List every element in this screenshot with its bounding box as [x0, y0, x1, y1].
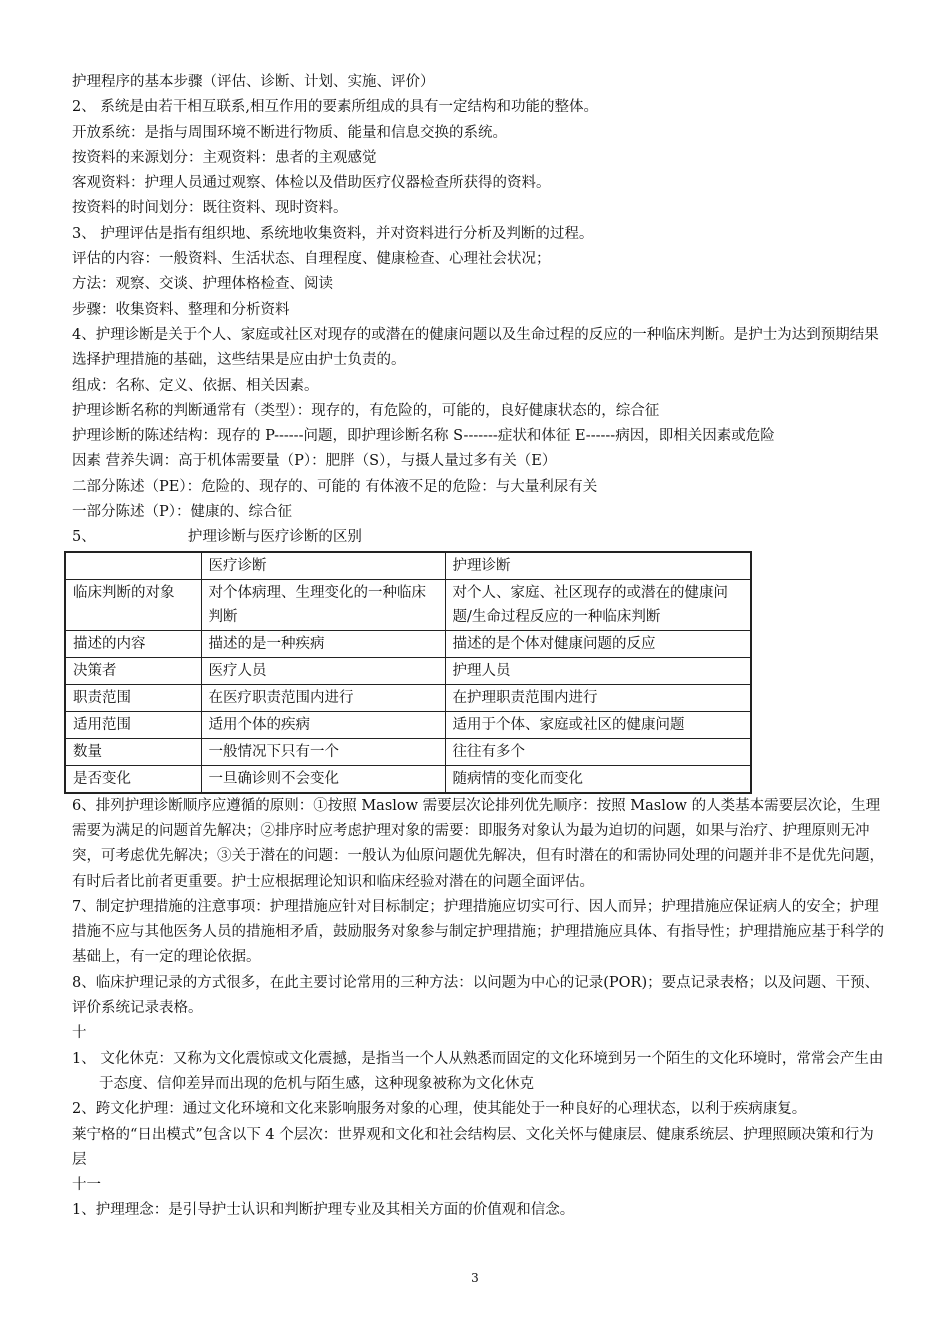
pe-statement-line: 二部分陈述（PE）：危险的、现存的、可能的 有体液不足的危险：与大量利尿有关 [72, 478, 598, 495]
table-cell: 往往有多个 [445, 738, 751, 765]
text-line-5: 按资料的时间划分：既往资料、现时资料。 [72, 200, 348, 217]
table-cell: 描述的是个体对健康问题的反应 [445, 630, 751, 657]
table-cell: 临床判断的对象 [65, 579, 201, 630]
table-cell: 对个体病理、生理变化的一种临床判断 [201, 579, 445, 630]
paragraph-culture-shock: 1、 文化休克：又称为文化震惊或文化震撼，是指当一个人从熟悉而固定的文化环境到另一个陌生的文化环境时，常常会产生由于态度、信仰差异而出现的危机与陌生感，这种现象被称为文化休克 [72, 1050, 884, 1092]
table-row [65, 657, 751, 684]
section-heading-eleven: 十一 [72, 1177, 101, 1194]
p-statement-line: 一部分陈述（P）：健康的、综合征 [72, 504, 293, 521]
table-header-cell: 医疗诊断 [201, 552, 445, 580]
table-header-cell [65, 552, 201, 580]
diagnosis-comparison-table [64, 551, 752, 794]
text-line-3: 按资料的来源划分：主观资料：患者的主观感觉 [72, 149, 377, 166]
table-row [65, 711, 751, 738]
table-header-row [65, 552, 751, 580]
paragraph-nursing-diagnosis: 4、护理诊断是关于个人、家庭或社区对现存的或潜在的健康问题以及生命过程的反应的一种临床判断。是护士为达到预期结果选择护理措施的基础，这些结果是应由护士负责的。 [72, 326, 879, 369]
table-cell: 护理人员 [445, 657, 751, 684]
text-line-mid-1: 护理诊断名称的判断通常有（类型）：现存的，有危险的，可能的，良好健康状态的，综合征 [72, 402, 660, 419]
table-cell: 职责范围 [65, 684, 201, 711]
paragraph-nursing-philosophy: 1、护理理念：是引导护士认识和判断护理专业及其相关方面的价值观和信念。 [72, 1202, 575, 1219]
table-row [65, 684, 751, 711]
table-row [65, 630, 751, 657]
table-row [65, 738, 751, 765]
table-cell: 适用个体的疾病 [201, 711, 445, 738]
table-cell: 适用于个体、家庭或社区的健康问题 [445, 711, 751, 738]
table-header-cell: 护理诊断 [445, 552, 751, 580]
text-line-0: 护理程序的基本步骤（评估、诊断、计划、实施、评价） [72, 74, 435, 90]
table-title: 5、 护理诊断与医疗诊断的区别 [72, 529, 362, 546]
document-page [72, 70, 884, 1224]
table-cell: 是否变化 [65, 765, 201, 793]
diagnosis-structure-line2: 因素 营养失调：高于机体需要量（P）：肥胖（S），与摄人量过多有关（E） [72, 453, 557, 470]
table-cell: 描述的内容 [65, 630, 201, 657]
table-cell: 随病情的变化而变化 [445, 765, 751, 793]
table-row [65, 579, 751, 630]
table-cell: 决策者 [65, 657, 201, 684]
table-cell: 一般情况下只有一个 [201, 738, 445, 765]
table-cell: 适用范围 [65, 711, 201, 738]
table-cell: 在护理职责范围内进行 [445, 684, 751, 711]
table-row [65, 765, 751, 793]
paragraph-priority-principles: 6、排列护理诊断顺序应遵循的原则：①按照 Maslow 需要层次论排列优先顺序：按照 Maslow 的人类基本需要层次论，生理需要为满足的问题首先解决；②排序时应考虑护理对象的需要：即服务对象认为最为迫切的问题，如果与治疗、护理原则无冲突，可考虑优先解决；③关于潜在的问题：一般认为仙原问题优先解决，但有时潜在的和需协同处理的问题并非不是优先问题，有时后者比前者更重要。护士应根据理论知识和临床经验对潜在的问题全面评估。 [72, 797, 884, 890]
section-heading-ten: 十 [72, 1025, 87, 1042]
paragraph-sunrise-model: 莱宁格的“日出模式”包含以下 4 个层次：世界观和文化和社会结构层、文化关怀与健康层、健康系统层、护理照顾决策和行为层 [72, 1126, 874, 1168]
table-cell: 医疗人员 [201, 657, 445, 684]
diagnosis-structure-line1: 护理诊断的陈述结构：现存的 P------问题，即护理诊断名称 S-------症状和体征 E------病因，即相关因素或危险 [72, 428, 775, 445]
text-line-7: 评估的内容：一般资料、生活状态、自理程度、健康检查、心理社会状况； [72, 251, 551, 268]
table-cell: 对个人、家庭、社区现存的或潜在的健康问题/生命过程反应的一种临床判断 [445, 579, 751, 630]
text-line-9: 步骤：收集资料、整理和分析资料 [72, 301, 290, 318]
text-line-mid-0: 组成：名称、定义、依据、相关因素。 [72, 377, 319, 394]
text-line-6: 3、 护理评估是指有组织地、系统地收集资料，并对资料进行分析及判断的过程。 [72, 225, 594, 242]
page-number: 3 [471, 1271, 479, 1285]
text-line-1: 2、 系统是由若干相互联系,相互作用的要素所组成的具有一定结构和功能的整体。 [72, 99, 598, 116]
paragraph-measures-notes: 7、制定护理措施的注意事项：护理措施应针对目标制定；护理措施应切实可行、因人而异；护理措施应保证病人的安全；护理措施不应与其他医务人员的措施相矛盾，鼓励服务对象参与制定护理措施；护理措施应具体、有指导性；护理措施应基于科学的基础上，有一定的理论依据。 [72, 898, 884, 966]
table-cell: 数量 [65, 738, 201, 765]
paragraph-transcultural-nursing: 2、跨文化护理：通过文化环境和文化来影响服务对象的心理，使其能处于一种良好的心理状态，以利于疾病康复。 [72, 1101, 807, 1118]
paragraph-records: 8、临床护理记录的方式很多，在此主要讨论常用的三种方法：以问题为中心的记录(POR)；要点记录表格；以及问题、干预、评价系统记录表格。 [72, 974, 880, 1017]
table-cell: 描述的是一种疾病 [201, 630, 445, 657]
table-cell: 一旦确诊则不会变化 [201, 765, 445, 793]
text-line-2: 开放系统：是指与周围环境不断进行物质、能量和信息交换的系统。 [72, 124, 507, 141]
text-line-4: 客观资料：护理人员通过观察、体检以及借助医疗仪器检查所获得的资料。 [72, 175, 551, 192]
table-cell: 在医疗职责范围内进行 [201, 684, 445, 711]
text-line-8: 方法：观察、交谈、护理体格检查、阅读 [72, 276, 333, 293]
